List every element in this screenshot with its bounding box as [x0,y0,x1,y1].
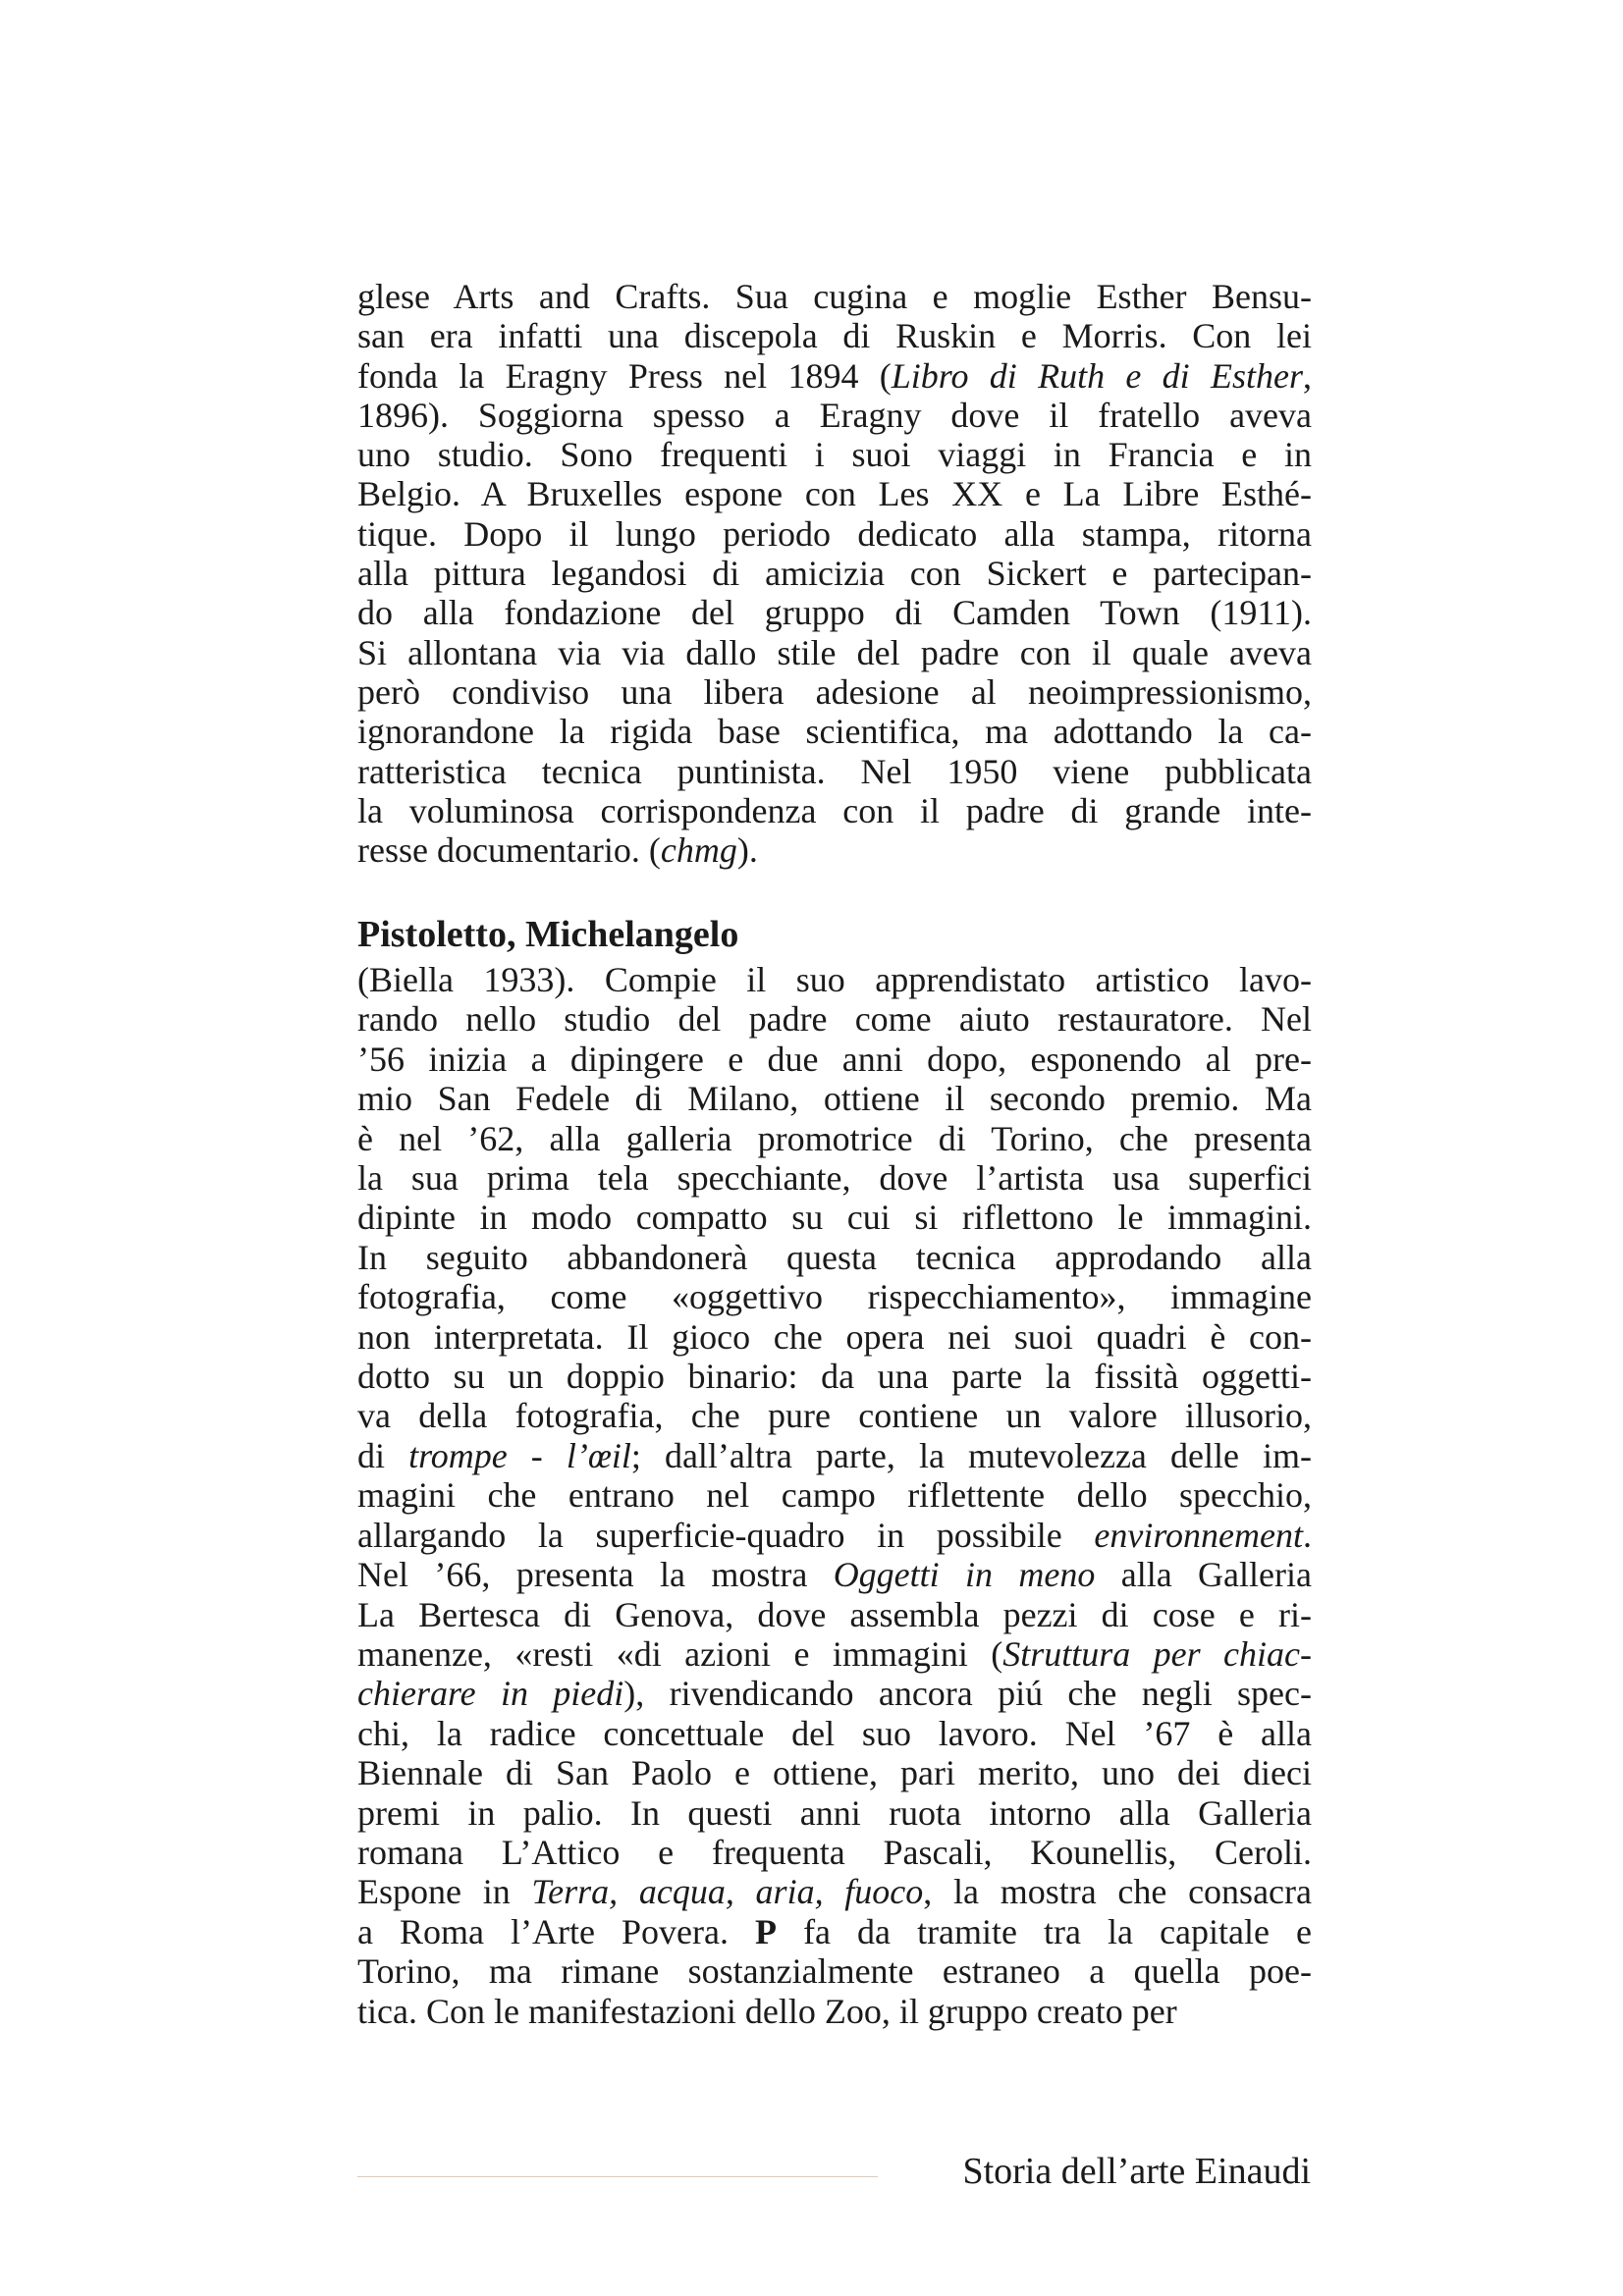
text-line: a Roma l’Arte Povera. P fa da tramite tra la capitale e [357,1911,1312,1951]
italic-run: chierare in piedi [357,1674,624,1714]
text-line: Belgio. A Bruxelles espone con Les XX e La Libre Esthé- [357,474,1312,514]
italic-run: Terra, acqua, aria, fuoco [531,1872,924,1912]
text-line: 1896). Soggiorna spesso a Eragny dove il fratello aveva [357,395,1312,435]
text-line: fotografia, come «oggettivo rispecchiamento», immagine [357,1277,1312,1317]
text-line: è nel ’62, alla galleria promotrice di Torino, che presenta [357,1118,1312,1158]
italic-run: Struttura per chiac- [1002,1633,1312,1674]
text-line: chi, la radice concettuale del suo lavoro. Nel ’67 è alla [357,1713,1312,1753]
italic-run: Oggetti in meno [833,1555,1096,1595]
text-line: alla pittura legandosi di amicizia con Sickert e partecipan- [357,554,1312,594]
text-line: Espone in Terra, acqua, aria, fuoco, la mostra che consacra [357,1872,1312,1912]
footer-divider [357,2176,878,2177]
italic-run: chmg [660,830,737,871]
text-line: ’56 inizia a dipingere e due anni dopo, esponendo al pre- [357,1039,1312,1079]
text-line: tica. Con le manifestazioni dello Zoo, il gruppo creato per [357,1991,1177,2031]
text-line: do alla fondazione del gruppo di Camden Town (1911). [357,593,1312,633]
text-line: ignorandone la rigida base scientifica, ma adottando la ca- [357,712,1312,752]
text-line: dotto su un doppio binario: da una parte la fissità oggetti- [357,1357,1312,1397]
text-line: san era infatti una discepola di Ruskin e Morris. Con lei [357,316,1312,356]
italic-run: trompe - l’œil [408,1435,631,1475]
text-line: va della fotografia, che pure contiene un valore illusorio, [357,1396,1312,1436]
text-line: romana L’Attico e frequenta Pascali, Kounellis, Ceroli. [357,1832,1312,1872]
text-line: tique. Dopo il lungo periodo dedicato alla stampa, ritorna [357,513,1312,554]
text-line: Torino, ma rimane sostanzialmente estraneo a quella poe- [357,1951,1312,1992]
text-line: manenze, «resti «di azioni e immagini (Struttura per chiac- [357,1633,1312,1674]
text-line: (Biella 1933). Compie il suo apprendistato artistico lavo- [357,960,1312,999]
text-line: chierare in piedi), rivendicando ancora piú che negli spec- [357,1674,1312,1714]
previous-entry-text [357,277,1312,870]
text-line: mio San Fedele di Milano, ottiene il secondo premio. Ma [357,1079,1312,1119]
text-line: Nel ’66, presenta la mostra Oggetti in meno alla Galleria [357,1555,1312,1595]
text-line: rando nello studio del padre come aiuto restauratore. Nel [357,999,1312,1040]
bold-run: P [755,1911,778,1951]
text-line: Si allontana via via dallo stile del padre con il quale aveva [357,632,1312,672]
footer-publisher: Storia dell’arte Einaudi [962,2151,1311,2192]
text-line: la sua prima tela specchiante, dove l’artista usa superfici [357,1158,1312,1199]
text-line: la voluminosa corrispondenza con il padre di grande inte- [357,790,1312,830]
entry-heading: Pistoletto, Michelangelo [357,914,739,955]
text-line: Biennale di San Paolo e ottiene, pari merito, uno dei dieci [357,1753,1312,1793]
text-line: dipinte in modo compatto su cui si riflettono le immagini. [357,1198,1312,1238]
text-line: di trompe - l’œil; dall’altra parte, la mutevolezza delle im- [357,1435,1312,1475]
text-line: ratteristica tecnica puntinista. Nel 1950 viene pubblicata [357,751,1312,791]
text-line: In seguito abbandonerà questa tecnica approdando alla [357,1237,1312,1277]
entry-body-text [357,960,1312,2031]
text-line: glese Arts and Crafts. Sua cugina e moglie Esther Bensu- [357,277,1312,316]
text-line: premi in palio. In questi anni ruota intorno alla Galleria [357,1792,1312,1833]
text-line: magini che entrano nel campo riflettente dello specchio, [357,1475,1312,1516]
text-line: resse documentario. (chmg). [357,830,758,871]
italic-run: environnement [1094,1515,1303,1555]
text-line: La Bertesca di Genova, dove assembla pezzi di cose e ri- [357,1594,1312,1634]
text-line: fonda la Eragny Press nel 1894 (Libro di Ruth e di Esther, [357,355,1312,396]
text-line: però condiviso una libera adesione al neoimpressionismo, [357,671,1312,712]
text-line: uno studio. Sono frequenti i suoi viaggi in Francia e in [357,435,1312,475]
italic-run: Libro di Ruth e di Esther [891,355,1303,396]
text-line: non interpretata. Il gioco che opera nei suoi quadri è con- [357,1316,1312,1357]
text-line: allargando la superficie-quadro in possibile environnement. [357,1515,1312,1555]
